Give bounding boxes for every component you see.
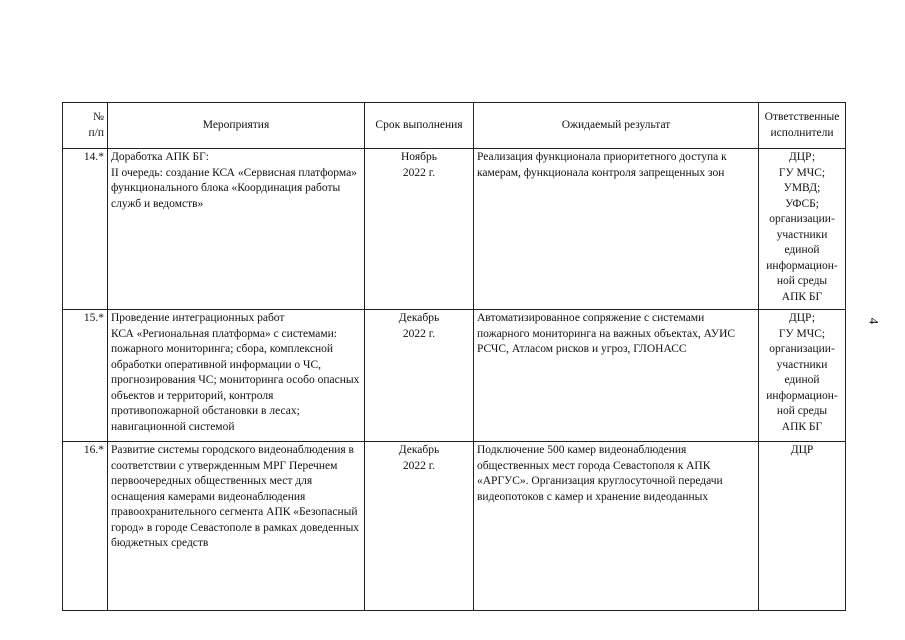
row-responsible: ДЦР; ГУ МЧС; организации- участники единой информацион- ной среды АПК БГ: [759, 310, 846, 442]
header-responsible: Ответственные исполнители: [759, 103, 846, 149]
table-header-row: [63, 103, 846, 149]
row-num: 15.*: [63, 310, 108, 442]
header-num: № п/п: [63, 103, 108, 149]
header-term: Срок выполнения: [365, 103, 474, 149]
row-responsible: ДЦР; ГУ МЧС; УМВД; УФСБ; организации- участники единой информацион- ной среды АПК БГ: [759, 149, 846, 310]
row-term: Декабрь 2022 г.: [365, 310, 474, 442]
row-term: Ноябрь 2022 г.: [365, 149, 474, 310]
table-row: [63, 442, 846, 611]
row-activity: Развитие системы городского видеонаблюдения в соответствии с утвержденным МРГ Перечнем первоочередных общественных мест для оснащения камерами видеонаблюдения правоохранительного сегмента АПК «Безопасный город» в городе Севастополе в рамках доведенных бюджетных средств: [108, 442, 365, 611]
table-row: [63, 310, 846, 442]
row-num: 14.*: [63, 149, 108, 310]
row-activity: Доработка АПК БГ: II очередь: создание КСА «Сервисная платформа» функционального блока «Координация работы служб и ведомств»: [108, 149, 365, 310]
row-result: Реализация функционала приоритетного доступа к камерам, функционала контроля запрещенных зон: [474, 149, 759, 310]
row-num: 16.*: [63, 442, 108, 611]
row-activity: Проведение интеграционных работ КСА «Региональная платформа» с системами: пожарного мониторинга; сбора, комплексной обработки оперативной информации о ЧС, прогнозирования ЧС; мониторинга особо опасных объектов и территорий, контроля противопожарной обстановки в лесах; навигационной системой: [108, 310, 365, 442]
table-row: [63, 149, 846, 310]
row-term: Декабрь 2022 г.: [365, 442, 474, 611]
page-number: 4: [866, 317, 882, 325]
activities-table: [62, 102, 846, 611]
header-result: Ожидаемый результат: [474, 103, 759, 149]
row-result: Автоматизированное сопряжение с системами пожарного мониторинга на важных объектах, АУИС РСЧС, Атласом рисков и угроз, ГЛОНАСС: [474, 310, 759, 442]
row-responsible: ДЦР: [759, 442, 846, 611]
header-activity: Мероприятия: [108, 103, 365, 149]
row-result: Подключение 500 камер видеонаблюдения общественных мест города Севастополя к АПК «АРГУС». Организация круглосуточной передачи видеопотоков с камер и хранение видеоданных: [474, 442, 759, 611]
